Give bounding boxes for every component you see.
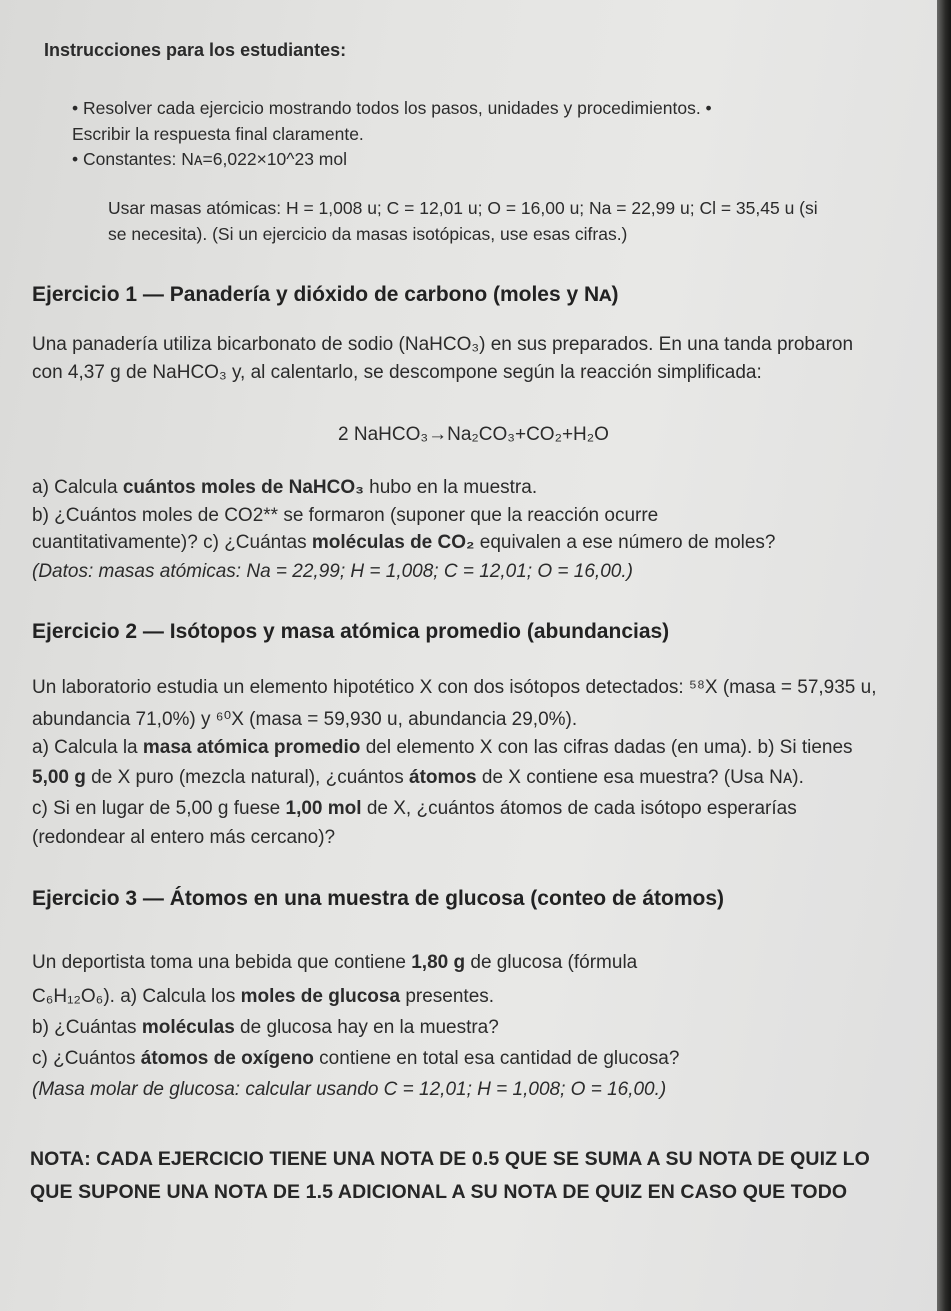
exercise-3-title: Ejercicio 3 — Átomos en una muestra de glucosa (conteo de átomos)	[32, 887, 724, 910]
question-c-text-end: equivalen a ese número de moles?	[474, 532, 776, 553]
exercise-1-reaction: 2 NaHCO₃→Na₂CO₃+CO₂+H₂O	[338, 424, 609, 445]
question-c-bold: moléculas de CO₂	[311, 532, 475, 553]
instructions-title: Instrucciones para los estudiantes:	[44, 40, 347, 60]
question-a-text: a) Calcula	[32, 477, 123, 498]
photo-edge-shadow	[937, 0, 951, 1311]
instructions-note: se necesita). (Si un ejercicio da masas isotópicas, use esas cifras.)	[108, 224, 628, 244]
question-c-text-end: contiene en total esa cantidad de glucosa?	[313, 1048, 680, 1069]
exercise-3-question-c	[32, 1047, 679, 1071]
exercise-2-question-b	[32, 766, 804, 790]
paragraph-text: Un deportista toma una bebida que contiene	[32, 952, 412, 973]
exercise-3-paragraph-1	[32, 951, 637, 975]
question-a-text-end: del elemento X con las cifras dadas (en uma). b) Si tienes	[360, 737, 853, 758]
exercise-1-question-b: b) ¿Cuántos moles de CO2** se formaron (suponer que la reacción ocurre	[32, 505, 659, 526]
question-c-text: c) ¿Cuántos	[32, 1048, 141, 1069]
instructions-atomic-masses: Usar masas atómicas: H = 1,008 u; C = 12,01 u; O = 16,00 u; Na = 22,99 u; Cl = 35,45 u (si	[108, 198, 818, 218]
question-b-text-end: de X contiene esa muestra? (Usa Nᴀ).	[476, 767, 804, 788]
question-c-text: cuantitativamente)? c) ¿Cuántas	[32, 532, 312, 553]
exercise-2-question-a	[32, 736, 853, 760]
exercise-1-paragraph-2: con 4,37 g de NaHCO₃ y, al calentarlo, se descompone según la reacción simplificada:	[32, 362, 762, 383]
question-a-text: a) Calcula la	[32, 737, 143, 758]
question-a-text: C₆H₁₂O₆). a) Calcula los	[32, 986, 241, 1007]
exercise-3-question-b	[32, 1016, 499, 1040]
question-b-text: de X puro (mezcla natural), ¿cuántos	[85, 767, 410, 788]
question-c-bold: átomos de oxígeno	[140, 1048, 314, 1069]
exercise-1-paragraph-1: Una panadería utiliza bicarbonato de sodio (NaHCO₃) en sus preparados. En una tanda probaron	[32, 334, 854, 355]
question-c-bold: 1,00 mol	[285, 798, 362, 819]
exercise-1-title: Ejercicio 1 — Panadería y dióxido de carbono (moles y Nᴀ)	[32, 283, 619, 306]
question-a-bold: moles de glucosa	[240, 986, 401, 1007]
grading-note-line-2: QUE SUPONE UNA NOTA DE 1.5 ADICIONAL A SU NOTA DE QUIZ EN CASO QUE TODO	[30, 1181, 848, 1203]
paragraph-text-end: de glucosa (fórmula	[465, 952, 638, 973]
exercise-1-data: (Datos: masas atómicas: Na = 22,99; H = 1,008; C = 12,01; O = 16,00.)	[32, 561, 633, 582]
question-b-text: b) ¿Cuántas	[32, 1017, 142, 1038]
instructions-constants: • Constantes: Nᴀ=6,022×10^23 mol	[72, 149, 347, 169]
exercise-3-molar-mass-note: (Masa molar de glucosa: calcular usando C = 12,01; H = 1,008; O = 16,00.)	[32, 1079, 667, 1100]
instructions-line-2: Escribir la respuesta final claramente.	[72, 124, 364, 144]
question-b-bold: moléculas	[141, 1017, 235, 1038]
exercise-2-question-c-continued: (redondear al entero más cercano)?	[32, 827, 336, 848]
paragraph-bold: 1,80 g	[411, 952, 466, 973]
exercise-2-paragraph-2: abundancia 71,0%) y ⁶⁰X (masa = 59,930 u, abundancia 29,0%).	[32, 709, 578, 730]
question-b-bold-atoms: átomos	[409, 767, 477, 788]
instructions-line-1: • Resolver cada ejercicio mostrando todos los pasos, unidades y procedimientos. •	[72, 98, 712, 118]
question-c-text-end: de X, ¿cuántos átomos de cada isótopo esperarías	[361, 798, 797, 819]
question-a-bold: cuántos moles de NaHCO₃	[122, 477, 364, 498]
exercise-3-question-a	[32, 985, 494, 1009]
exercise-2-paragraph-1: Un laboratorio estudia un elemento hipotético X con dos isótopos detectados: ⁵⁸X (masa = 57,935 u,	[32, 677, 877, 698]
grading-note-line-1: NOTA: CADA EJERCICIO TIENE UNA NOTA DE 0.5 QUE SE SUMA A SU NOTA DE QUIZ LO	[30, 1148, 870, 1170]
question-b-text-end: de glucosa hay en la muestra?	[234, 1017, 499, 1038]
question-a-bold: masa atómica promedio	[142, 737, 361, 758]
exercise-1-question-c	[32, 531, 776, 555]
exercise-2-question-c	[32, 797, 797, 821]
exercise-1-question-a	[32, 476, 537, 500]
question-a-text-end: hubo en la muestra.	[363, 477, 538, 498]
question-c-text: c) Si en lugar de 5,00 g fuese	[32, 798, 286, 819]
exercise-2-title: Ejercicio 2 — Isótopos y masa atómica promedio (abundancias)	[32, 620, 670, 643]
question-a-text-end: presentes.	[400, 986, 495, 1007]
question-b-bold-mass: 5,00 g	[32, 767, 86, 788]
